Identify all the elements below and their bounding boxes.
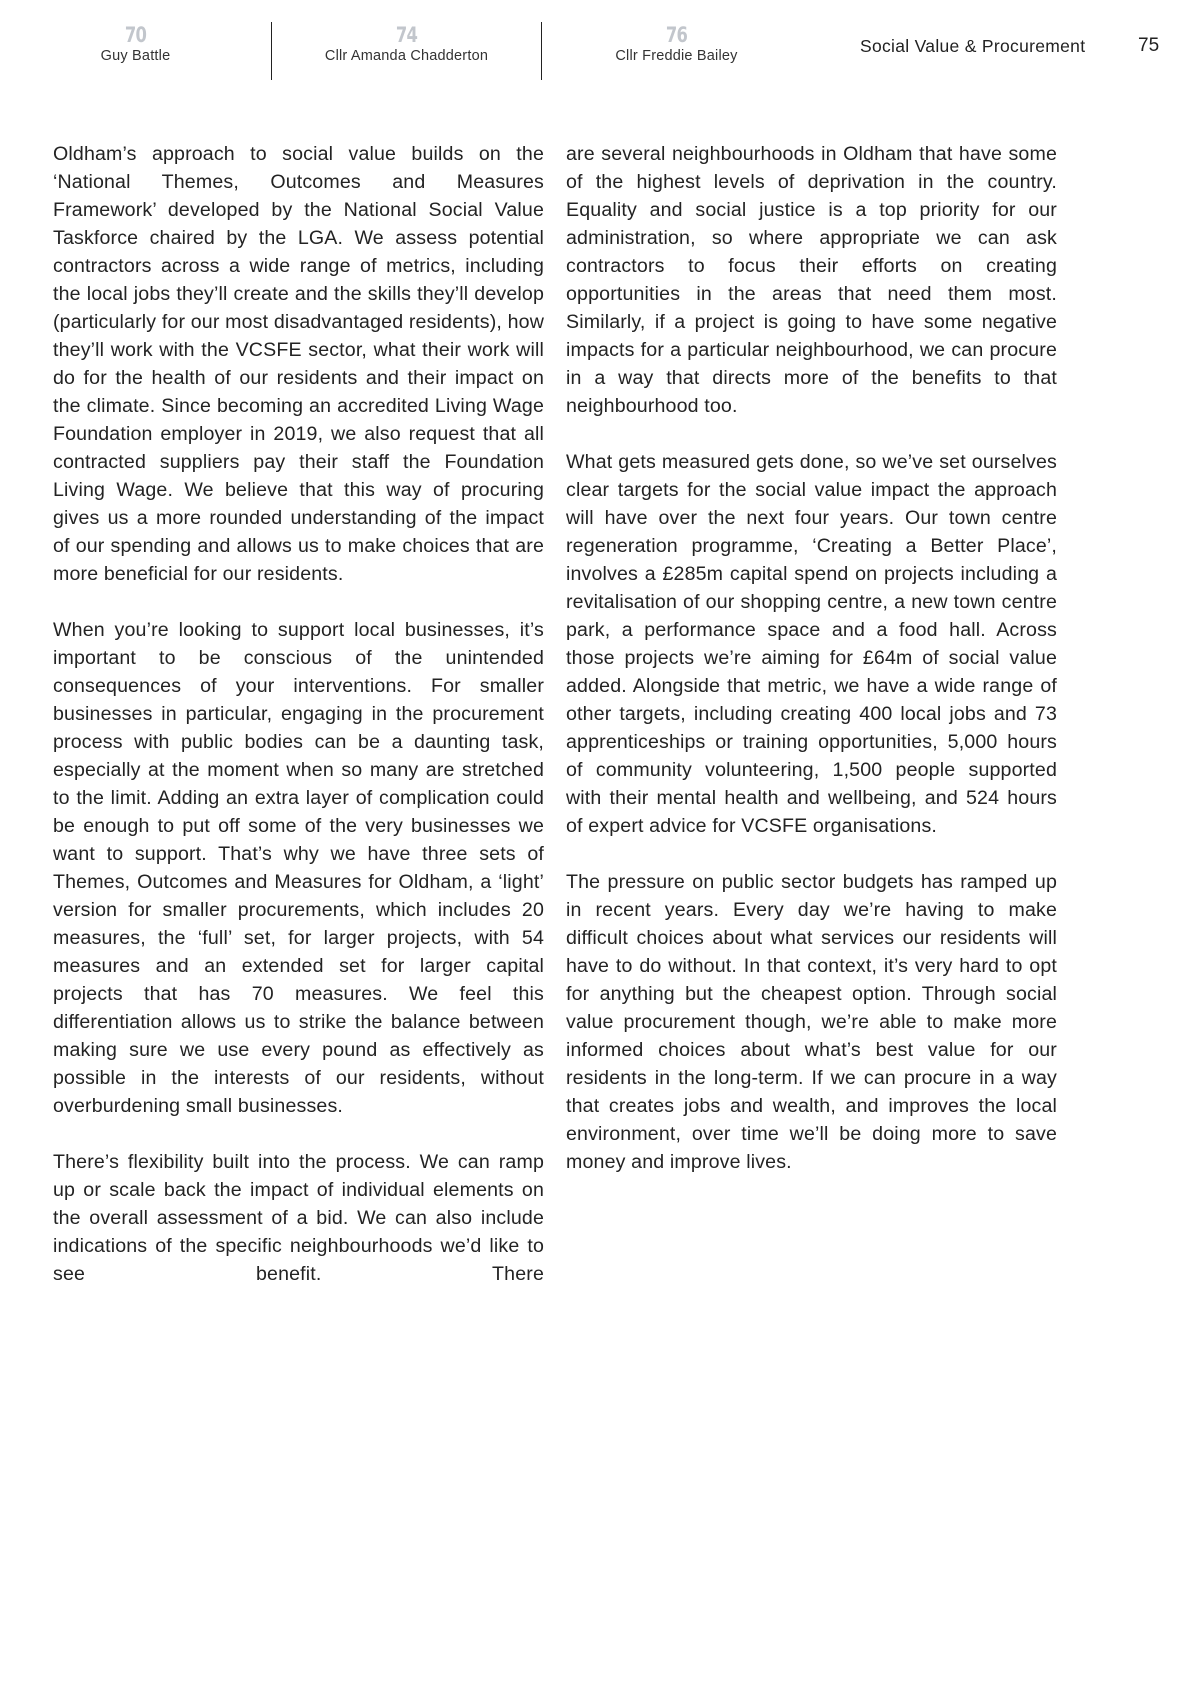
- paragraph: There’s flexibility built into the process. We can ramp up or scale back the impact of individual elements on the overall assessment of a bid. We can also include indications of the specific neighbourhoods we’d like to see benefit. There: [53, 1151, 544, 1285]
- tab-author-name: Cllr Freddie Bailey: [615, 48, 738, 64]
- paragraph: are several neighbourhoods in Oldham that have some of the highest levels of deprivation in the country. Equality and social justice is a top priority for our administration, so where appropriate we can ask contractors to focus their efforts on creating opportunities in the areas that need them most. Similarly, if a project is going to have some negative impacts for a particular neighbourhood, we can procure in a way that directs more of the benefits to that neighbourhood too.: [566, 143, 1057, 417]
- paragraph: What gets measured gets done, so we’ve set ourselves clear targets for the social value impact the approach will have over the next four years. Our town centre regeneration programme, ‘Creating a Better Place’, involves a £285m capital spend on projects including a revitalisation of our shopping centre, a new town centre park, a performance space and a food hall. Across those projects we’re aiming for £64m of social value added. Alongside that metric, we have a wide range of other targets, including creating 400 local jobs and 73 apprenticeships or training opportunities, 5,000 hours of community volunteering, 1,500 people supported with their mental health and wellbeing, and 524 hours of expert advice for VCSFE organisations.: [566, 451, 1057, 837]
- page-number: 75: [1138, 35, 1160, 56]
- nav-tab-amanda-chadderton[interactable]: [272, 22, 541, 78]
- paragraph: When you’re looking to support local businesses, it’s important to be conscious of the unintended consequences of your interventions. For smaller businesses in particular, engaging in the procurement process with public bodies can be a daunting task, especially at the moment when so many are stretched to the limit. Adding an extra layer of complication could be enough to put off some of the very businesses we want to support. That’s why we have three sets of Themes, Outcomes and Measures for Oldham, a ‘light’ version for smaller procurements, which includes 20 measures, the ‘full’ set, for larger projects, with 54 measures and an extended set for larger capital projects that has 70 measures. We feel this differentiation allows us to strike the balance between making sure we use every pound as effectively as possible in the interests of our residents, without overburdening small businesses.: [53, 619, 544, 1117]
- nav-tab-freddie-bailey[interactable]: [542, 22, 811, 78]
- body-column-right: [566, 140, 1057, 1204]
- tab-author-name: Guy Battle: [100, 48, 171, 64]
- page-header: [0, 0, 1200, 100]
- tab-author-name: Cllr Amanda Chadderton: [324, 48, 489, 64]
- tab-page-number: 70: [124, 23, 147, 47]
- paragraph: Oldham’s approach to social value builds on the ‘National Themes, Outcomes and Measures Framework’ developed by the National Social Value Taskforce chaired by the LGA. We assess potential contractors across a wide range of metrics, including the local jobs they’ll create and the skills they’ll develop (particularly for our most disadvantaged residents), how they’ll work with the VCSFE sector, what their work will do for the health of our residents and their impact on the climate. Since becoming an accredited Living Wage Foundation employer in 2019, we also request that all contracted suppliers pay their staff the Foundation Living Wage. We believe that this way of procuring gives us a more rounded understanding of the impact of our spending and allows us to make choices that are more beneficial for our residents.: [53, 143, 544, 585]
- paragraph: The pressure on public sector budgets has ramped up in recent years. Every day we’re having to make difficult choices about what services our residents will have to do without. In that context, it’s very hard to opt for anything but the cheapest option. Through social value procurement though, we’re able to make more informed choices about what’s best value for our residents in the long-term. If we can procure in a way that creates jobs and wealth, and improves the local environment, over time we’ll be doing more to save money and improve lives.: [566, 871, 1057, 1173]
- section-title: Social Value & Procurement: [860, 36, 1086, 56]
- tab-page-number: 76: [665, 23, 688, 47]
- body-column-left: [53, 140, 544, 1316]
- tab-page-number: 74: [395, 23, 418, 47]
- nav-tab-guy-battle[interactable]: [0, 22, 271, 78]
